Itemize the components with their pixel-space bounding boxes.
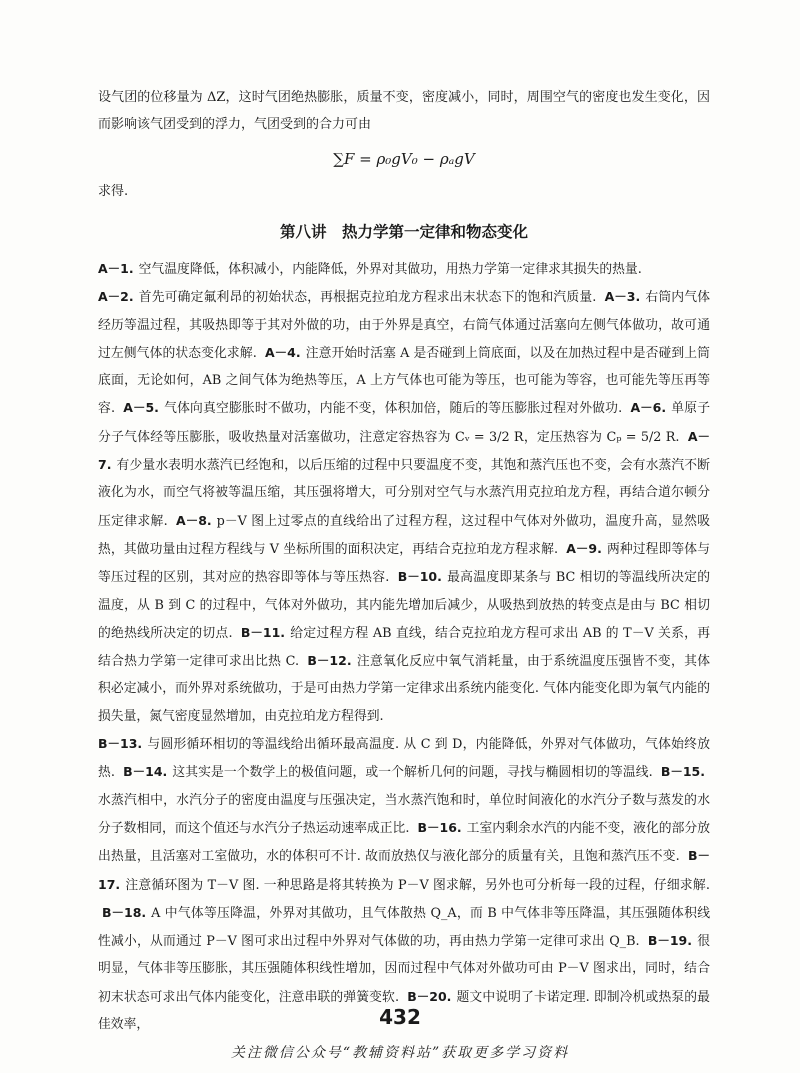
hint-text: 给定过程方程 AB 直线，结合克拉珀龙方程可求出 AB 的 T－V 关系，再结合热力学第一定律可求出比热 C. bbox=[98, 625, 710, 670]
hint-label: B－15. bbox=[660, 764, 705, 780]
hint-text: 注意氧化反应中氧气消耗量，由于系统温度压强皆不变，其体积必定减小，而外界对系统做功，于是可由热力学第一定律求出系统内能变化. 气体内能变化即为氧气内能的损失量，氮气密度显然增加，由克拉珀龙方程得到. bbox=[98, 654, 711, 724]
hint-label: A－6. bbox=[630, 400, 667, 416]
formula-text: ∑F = ρ₀gV₀ − ρₐgV bbox=[333, 150, 475, 168]
footer-watermark: 关注微信公众号“教辅资料站”获取更多学习资料 bbox=[230, 1045, 570, 1061]
hint-label: A－7. bbox=[98, 428, 710, 473]
hint-text: 注意开始时活塞 A 是否碰到上筒底面，以及在加热过程中是否碰到上筒底面，无论如何，AB 之间气体为绝热等压，A 上方气体也可能为等压，也可能为等容，也可能先等压再等容. bbox=[98, 345, 710, 417]
hint-label: B－13. bbox=[98, 736, 143, 752]
hint-label: B－16. bbox=[417, 819, 462, 835]
page-content bbox=[98, 84, 710, 1038]
buoyancy-formula bbox=[98, 144, 710, 174]
hint-item bbox=[119, 401, 622, 416]
hint-label: A－5. bbox=[123, 400, 159, 416]
hint-label: A－1. bbox=[98, 261, 134, 276]
section-title: 第八讲 热力学第一定律和物态变化 bbox=[279, 223, 528, 241]
hint-text: A 中气体等压降温，外界对其做功，且气体散热 Q_A，而 B 中气体非等压降温，其压强随体积线性减小，从而通过 P－V 图可求出过程中外界对气体做的功，再由热力学第一定律可求出 Q_B. bbox=[98, 905, 710, 950]
hint-label: A－3. bbox=[604, 289, 641, 305]
hint-label: B－14. bbox=[123, 764, 168, 780]
hint-item bbox=[119, 765, 653, 780]
hint-text: 首先可确定氟利昂的初始状态，再根据克拉珀龙方程求出末状态下的饱和汽质量. bbox=[138, 290, 597, 306]
hint-text: 最高温度即某条与 BC 相切的等温线所决定的温度，从 B 到 C 的过程中，气体对外做功，其内能先增加后减少，从吸热到放热的转变点是由与 BC 相切的绝热线所决定的切点. bbox=[98, 570, 710, 641]
hint-label: B－17. bbox=[98, 848, 710, 892]
hint-label: B－20. bbox=[407, 988, 452, 1004]
hint-text: 水蒸汽相中，水汽分子的密度由温度与压强决定，当水蒸汽饱和时，单位时间液化的水汽分子数与蒸发的水分子数相同，而这个值还与水汽分子热运动速率成正比. bbox=[98, 792, 710, 836]
hint-item bbox=[98, 262, 642, 277]
hint-text: 题文中说明了卡诺定理. 即制冷机或热泵的最佳效率， bbox=[98, 989, 710, 1033]
hint-text: 右筒内气体经历等温过程，其吸热即等于其对外做的功，由于外界是真空，右筒气体通过活塞向左侧气体做功，故可通过左侧气体的状态变化求解. bbox=[98, 290, 710, 361]
hint-text: 这其实是一个数学上的极值问题，或一个解析几何的问题，寻找与椭圆相切的等温线. bbox=[172, 765, 653, 781]
hint-text: 气体向真空膨胀时不做功，内能不变，体积加倍，随后的等压膨胀过程对外做功. bbox=[163, 401, 623, 417]
hint-label: A－4. bbox=[264, 344, 301, 360]
hint-label: A－2. bbox=[98, 289, 134, 305]
hint-text: 有少量水表明水蒸汽已经饱和，以后压缩的过程中只要温度不变，其饱和蒸汽压也不变，会有水蒸汽不断液化为水，而空气将被等温压缩，其压强将增大，可分别对空气与水蒸汽用克拉珀龙方程，再结合道尔顿分压定律求解. bbox=[98, 458, 710, 529]
hint-label: A－8. bbox=[176, 512, 212, 528]
hint-item bbox=[98, 906, 710, 949]
hint-text: 很明显，气体非等压膨胀，其压强随体积线性增加，因而过程中气体对外做功可由 P－V 图求出，同时，结合初末状态可求出气体内能变化，注意串联的弹簧变软. bbox=[98, 934, 710, 1005]
hint-label: B－12. bbox=[307, 653, 352, 669]
hint-label: B－18. bbox=[102, 904, 147, 920]
hint-label: B－19. bbox=[647, 933, 692, 949]
hint-text: 单原子分子气体经等压膨胀，吸收热量对活塞做功，注意定容热容为 Cᵥ = 3/2 R，定压热容为 Cₚ = 5/2 R. bbox=[98, 401, 710, 445]
hint-text: 与圆形循环相切的等温线给出循环最高温度. 从 C 到 D，内能降低，外界对气体做功，气体始终放热. bbox=[98, 737, 710, 781]
page-number: 432 bbox=[379, 1005, 421, 1029]
hint-text: 注意循环图为 T－V 图. 一种思路是将其转换为 P－V 图求解，另外也可分析每一段的过程，仔细求解. bbox=[125, 877, 710, 893]
hint-text: p－V 图上过零点的直线给出了过程方程，这过程中气体对外做功，温度升高，显然吸热，其做功量由过程方程线与 V 坐标所围的面积决定，再结合克拉珀龙方程求解. bbox=[98, 513, 710, 557]
intro-paragraph: 设气团的位移量为 ΔZ，这时气团绝热膨胀，质量不变，密度减小，同时，周围空气的密度也发生变化，因而影响该气团受到的浮力，气团受到的合力可由 bbox=[98, 90, 710, 132]
hint-label: B－10. bbox=[397, 569, 442, 585]
hint-label: A－9. bbox=[566, 540, 602, 556]
hints-body bbox=[98, 255, 710, 1038]
hint-text: 两种过程即等体与等压过程的区别，其对应的热容即等体与等压热容. bbox=[98, 541, 710, 586]
hint-label: B－11. bbox=[240, 624, 286, 640]
hint-text: 工室内剩余水汽的内能不变，液化的部分放出热量，且活塞对工室做功，水的体积可不计. 故而放热仅与液化部分的质量有关，且饱和蒸汽压不变. bbox=[98, 820, 710, 865]
intro-conclusion: 求得. bbox=[98, 184, 129, 199]
hint-item bbox=[98, 290, 596, 305]
hint-text: 空气温度降低，体积减小，内能降低，外界对其做功，用热力学第一定律求其损失的热量. bbox=[138, 262, 642, 277]
